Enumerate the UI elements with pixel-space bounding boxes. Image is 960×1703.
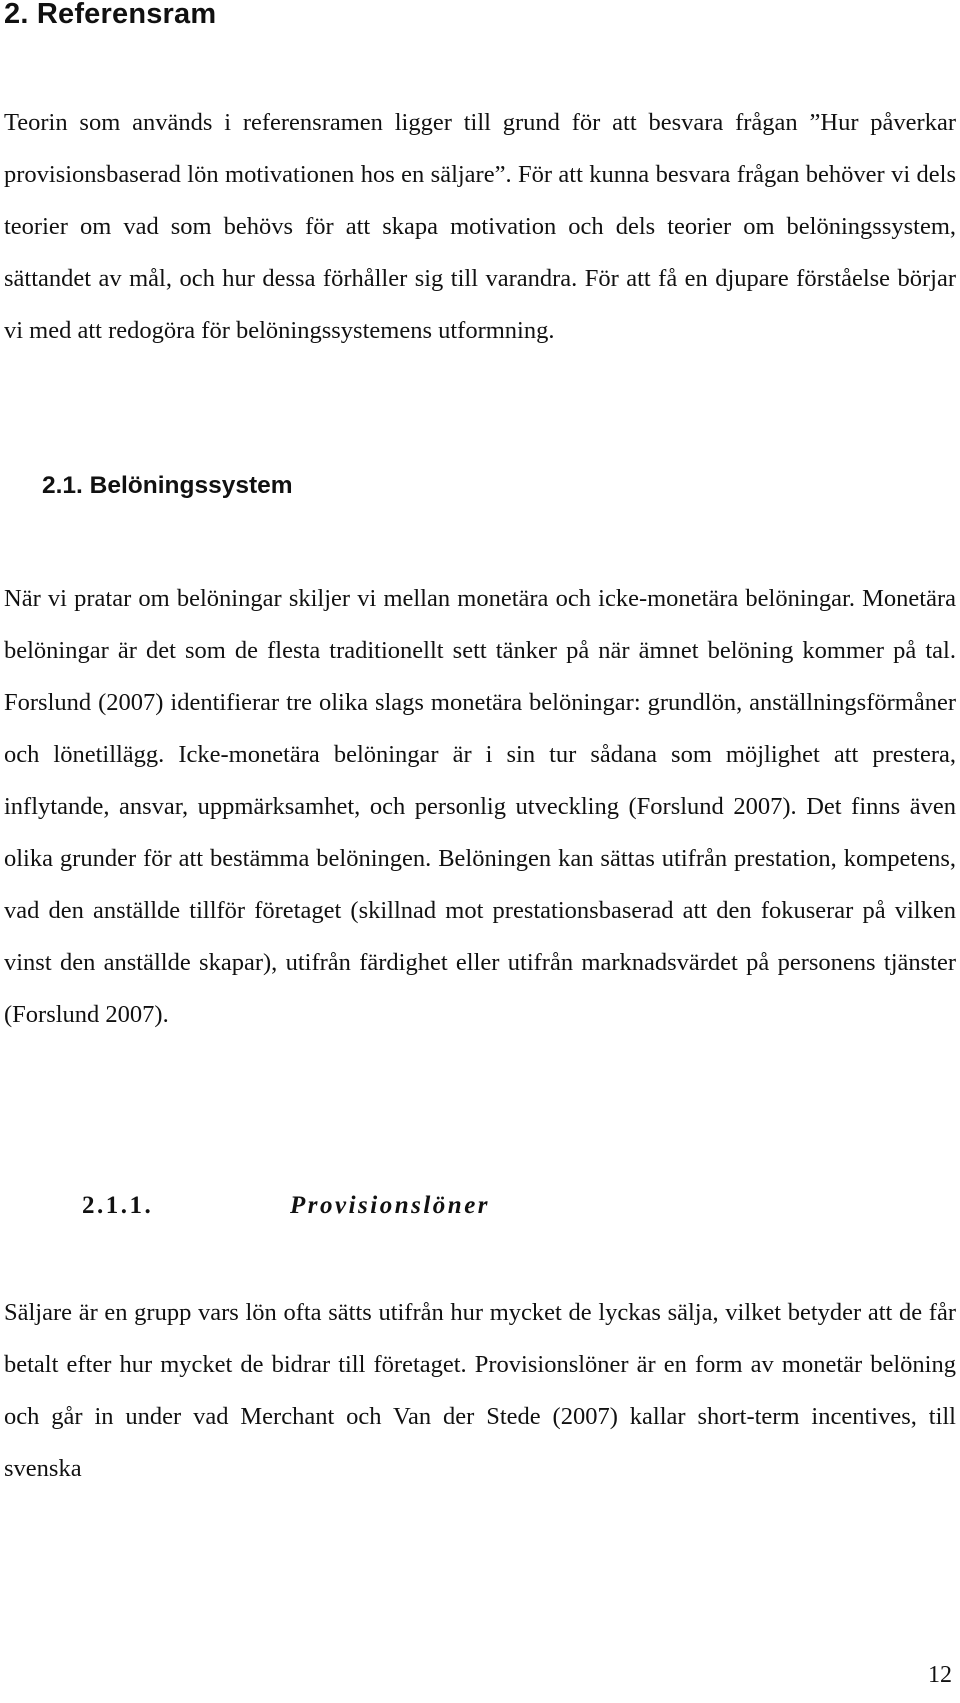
- subsection-paragraph: Säljare är en grupp vars lön ofta sätts utifrån hur mycket de lyckas sälja, vilket betyder att de får betalt efter hur mycket de bidrar till företaget. Provisionslöner är en form av monetär belöning och går in under vad Merchant och Van der Stede (2007) kallar short-term incentives, till svenska: [4, 1299, 956, 1482]
- chapter-heading: 2. Referensram: [4, 0, 217, 30]
- section-paragraph: När vi pratar om belöningar skiljer vi mellan monetära och icke-monetära belöningar. Monetära belöningar är det som de flesta traditionellt sett tänker på när ämnet belöning kommer på tal. Forslund (2007) identifierar tre olika slags monetära belöningar: grundlön, anställningsförmåner och lönetillägg. Icke-monetära belöningar är i sin tur sådana som möjlighet att prestera, inflytande, ansvar, uppmärksamhet, och personlig utveckling (Forslund 2007). Det finns även olika grunder för att bestämma belöningen. Belöningen kan sättas utifrån prestation, kompetens, vad den anställde tillför företaget (skillnad mot prestationsbaserad att den fokuserar på vilken vinst den anställde skapar), utifrån färdighet eller utifrån marknadsvärdet på personens tjänster (Forslund 2007).: [4, 585, 956, 1028]
- section-heading: 2.1. Belöningssystem: [42, 472, 293, 499]
- intro-paragraph: Teorin som används i referensramen ligger till grund för att besvara frågan ”Hur påverkar provisionsbaserad lön motivationen hos en säljare”. För att kunna besvara frågan behöver vi dels teorier om vad som behövs för att skapa motivation och dels teorier om belöningssystem, sättandet av mål, och hur dessa förhåller sig till varandra. För att få en djupare förståelse börjar vi med att redogöra för belöningssystemens utformning.: [4, 109, 956, 344]
- subsection-title: Provisionslöner: [290, 1192, 491, 1219]
- page-number: 12: [928, 1662, 952, 1688]
- subsection-heading: [82, 1188, 490, 1224]
- subsection-number: 2.1.1.: [82, 1192, 154, 1219]
